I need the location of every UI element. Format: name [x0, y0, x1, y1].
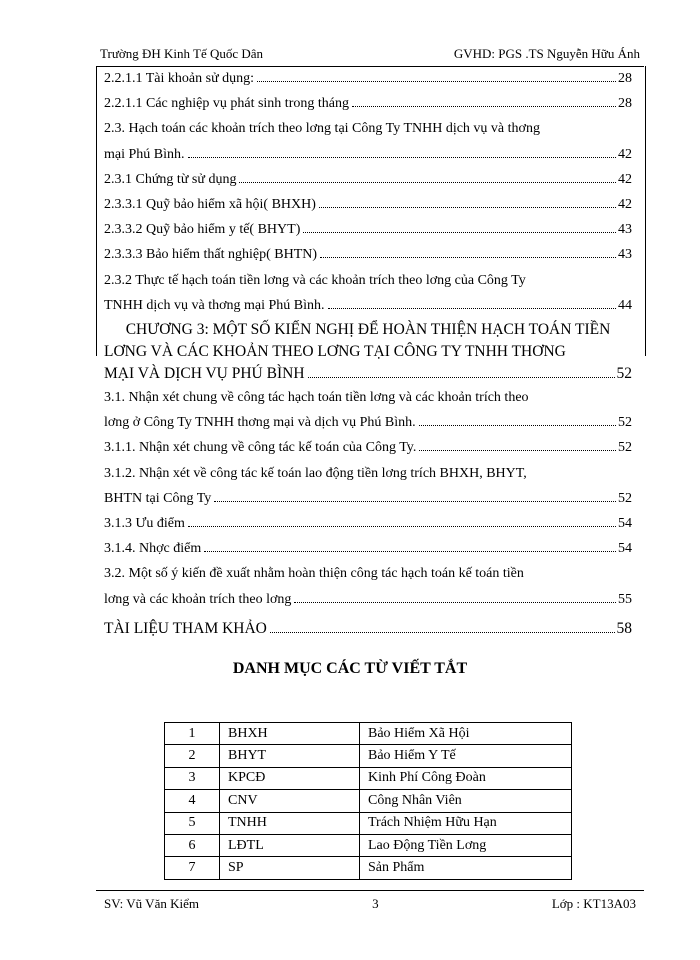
abbreviation-meaning: Trách Nhiệm Hữu Hạn [360, 812, 572, 834]
toc-leader [419, 450, 616, 451]
toc-entry[interactable] [104, 511, 632, 536]
toc-title: 2.2.1.1 Các nghiệp vụ phát sinh trong tháng [104, 96, 349, 112]
toc-entry[interactable] [104, 536, 632, 561]
toc-leader [303, 232, 616, 233]
toc-entry[interactable] [104, 192, 632, 217]
toc-title-line: CHƯƠNG 3: MỘT SỐ KIẾN NGHỊ ĐỂ HOÀN THIỆN HẠCH TOÁN TIỀN [125, 321, 611, 339]
toc-leader [308, 377, 615, 378]
toc-entry[interactable] [104, 435, 632, 460]
table-row [165, 723, 572, 745]
toc-page: 28 [618, 96, 632, 112]
toc-page: 54 [618, 541, 632, 557]
toc-title: 2.3.1 Chứng từ sử dụng [104, 171, 237, 187]
abbreviation-code: BHYT [220, 745, 360, 767]
row-number: 7 [165, 857, 220, 879]
toc-leader [419, 425, 616, 426]
toc-entry[interactable] [104, 242, 632, 267]
footer-page-number: 3 [372, 896, 379, 911]
abbreviation-meaning: Lao Động Tiền Lơng [360, 834, 572, 856]
footer-student: SV: Vũ Văn Kiểm [104, 896, 199, 911]
abbreviation-meaning: Sản Phẩm [360, 857, 572, 879]
page-header [100, 46, 640, 62]
toc-leader [320, 257, 616, 258]
toc-entry[interactable] [104, 217, 632, 242]
toc-page: 52 [616, 365, 632, 383]
toc-chapter-entry[interactable] [104, 319, 632, 385]
abbreviations-table [164, 722, 572, 880]
toc-title: BHTN tại Công Ty [104, 490, 212, 506]
toc-title: lơng và các khoản trích theo lơng [104, 591, 292, 607]
toc-title: mại Phú Bình. [104, 146, 185, 162]
toc-title: 3.1.1. Nhận xét chung về công tác kế toán của Công Ty. [104, 440, 417, 456]
toc-leader [270, 632, 615, 633]
table-row [165, 834, 572, 856]
toc-title: 2.3.3.3 Bảo hiểm thất nghiệp( BHTN) [104, 247, 318, 263]
page-footer [104, 896, 636, 912]
abbreviation-meaning: Công Nhân Viên [360, 790, 572, 812]
toc-title-line: LƠNG VÀ CÁC KHOẢN THEO LƠNG TẠI CÔNG TY TNHH THƠNG [104, 343, 566, 361]
toc-title-line: 2.3. Hạch toán các khoản trích theo lơng tại Công Ty TNHH dịch vụ và thơng [104, 121, 540, 137]
table-row [165, 812, 572, 834]
toc-page: 42 [618, 197, 632, 213]
abbreviation-code: SP [220, 857, 360, 879]
toc-title: 3.1.4. Nhợc điểm [104, 541, 202, 557]
footer-class: Lớp : KT13A03 [551, 896, 636, 911]
table-row [165, 745, 572, 767]
toc-page: 52 [618, 415, 632, 431]
abbreviation-code: LĐTL [220, 834, 360, 856]
row-number: 6 [165, 834, 220, 856]
toc-entry[interactable] [104, 167, 632, 192]
row-number: 4 [165, 790, 220, 812]
toc-page: 55 [618, 591, 632, 607]
toc-references-entry[interactable] [104, 616, 632, 641]
toc-page: 58 [616, 619, 632, 637]
toc-page: 44 [618, 297, 632, 313]
toc-leader [214, 501, 616, 502]
abbreviation-meaning: Bảo Hiểm Y Tế [360, 745, 572, 767]
row-number: 5 [165, 812, 220, 834]
toc-page: 42 [618, 146, 632, 162]
toc-leader [188, 157, 616, 158]
toc-title: TÀI LIỆU THAM KHẢO [104, 619, 267, 637]
abbreviation-meaning: Kinh Phí Công Đoàn [360, 767, 572, 789]
abbreviation-code: CNV [220, 790, 360, 812]
toc-entry[interactable] [104, 561, 632, 611]
toc-page: 52 [618, 440, 632, 456]
toc-leader [352, 106, 616, 107]
toc-title: 2.2.1.1 Tài khoản sử dụng: [104, 71, 255, 86]
row-number: 1 [165, 723, 220, 745]
toc-entry[interactable] [104, 385, 632, 435]
row-number: 2 [165, 745, 220, 767]
toc-title-line: 2.3.2 Thực tế hạch toán tiền lơng và các khoản trích theo lơng của Công Ty [104, 272, 526, 288]
toc-leader [294, 602, 616, 603]
abbreviations-heading: DANH MỤC CÁC TỪ VIẾT TẮT [232, 660, 468, 677]
toc-page: 43 [618, 247, 632, 263]
toc-entry[interactable] [104, 91, 632, 116]
toc-title: 2.3.3.2 Quỹ bảo hiểm y tế( BHYT) [104, 222, 301, 238]
abbreviation-code: KPCĐ [220, 767, 360, 789]
abbreviation-code: TNHH [220, 812, 360, 834]
toc-title: lơng ở Công Ty TNHH thơng mại và dịch vụ Phú Bình. [104, 415, 416, 431]
toc-leader [328, 308, 617, 309]
toc-entry[interactable] [104, 461, 632, 511]
toc-leader [239, 182, 616, 183]
toc-title: MẠI VÀ DỊCH VỤ PHÚ BÌNH [104, 365, 305, 383]
toc-page: 42 [618, 171, 632, 187]
toc-title: 3.1.3 Ưu điểm [104, 516, 185, 532]
toc-page: 54 [618, 516, 632, 532]
toc-entry[interactable] [104, 116, 632, 166]
footer-rule [96, 890, 644, 891]
toc-title: TNHH dịch vụ và thơng mại Phú Bình. [104, 297, 325, 313]
toc-leader [319, 207, 616, 208]
toc-leader [257, 81, 616, 82]
abbreviation-meaning: Bảo Hiểm Xã Hội [360, 723, 572, 745]
toc-leader [188, 526, 616, 527]
toc-title: 2.3.3.1 Quỹ bảo hiểm xã hội( BHXH) [104, 197, 316, 213]
table-row [165, 857, 572, 879]
toc-title-line: 3.1. Nhận xét chung về công tác hạch toán tiền lơng và các khoản trích theo [104, 390, 529, 406]
toc-entry[interactable] [104, 268, 632, 318]
row-number: 3 [165, 767, 220, 789]
toc-page: 52 [618, 490, 632, 506]
table-of-contents [104, 66, 632, 641]
table-row [165, 767, 572, 789]
toc-title-line: 3.2. Một số ý kiến đề xuất nhằm hoàn thiện công tác hạch toán kế toán tiền [104, 566, 524, 582]
abbreviation-code: BHXH [220, 723, 360, 745]
toc-page: 43 [618, 222, 632, 238]
header-school: Trường ĐH Kinh Tế Quốc Dân [100, 46, 264, 61]
header-advisor: GVHD: PGS .TS Nguyễn Hữu Ánh [453, 46, 640, 61]
table-row [165, 790, 572, 812]
toc-entry[interactable] [104, 66, 632, 91]
toc-page: 28 [618, 71, 632, 86]
toc-title-line: 3.1.2. Nhận xét về công tác kế toán lao động tiền lơng trích BHXH, BHYT, [104, 465, 527, 481]
toc-leader [204, 551, 616, 552]
